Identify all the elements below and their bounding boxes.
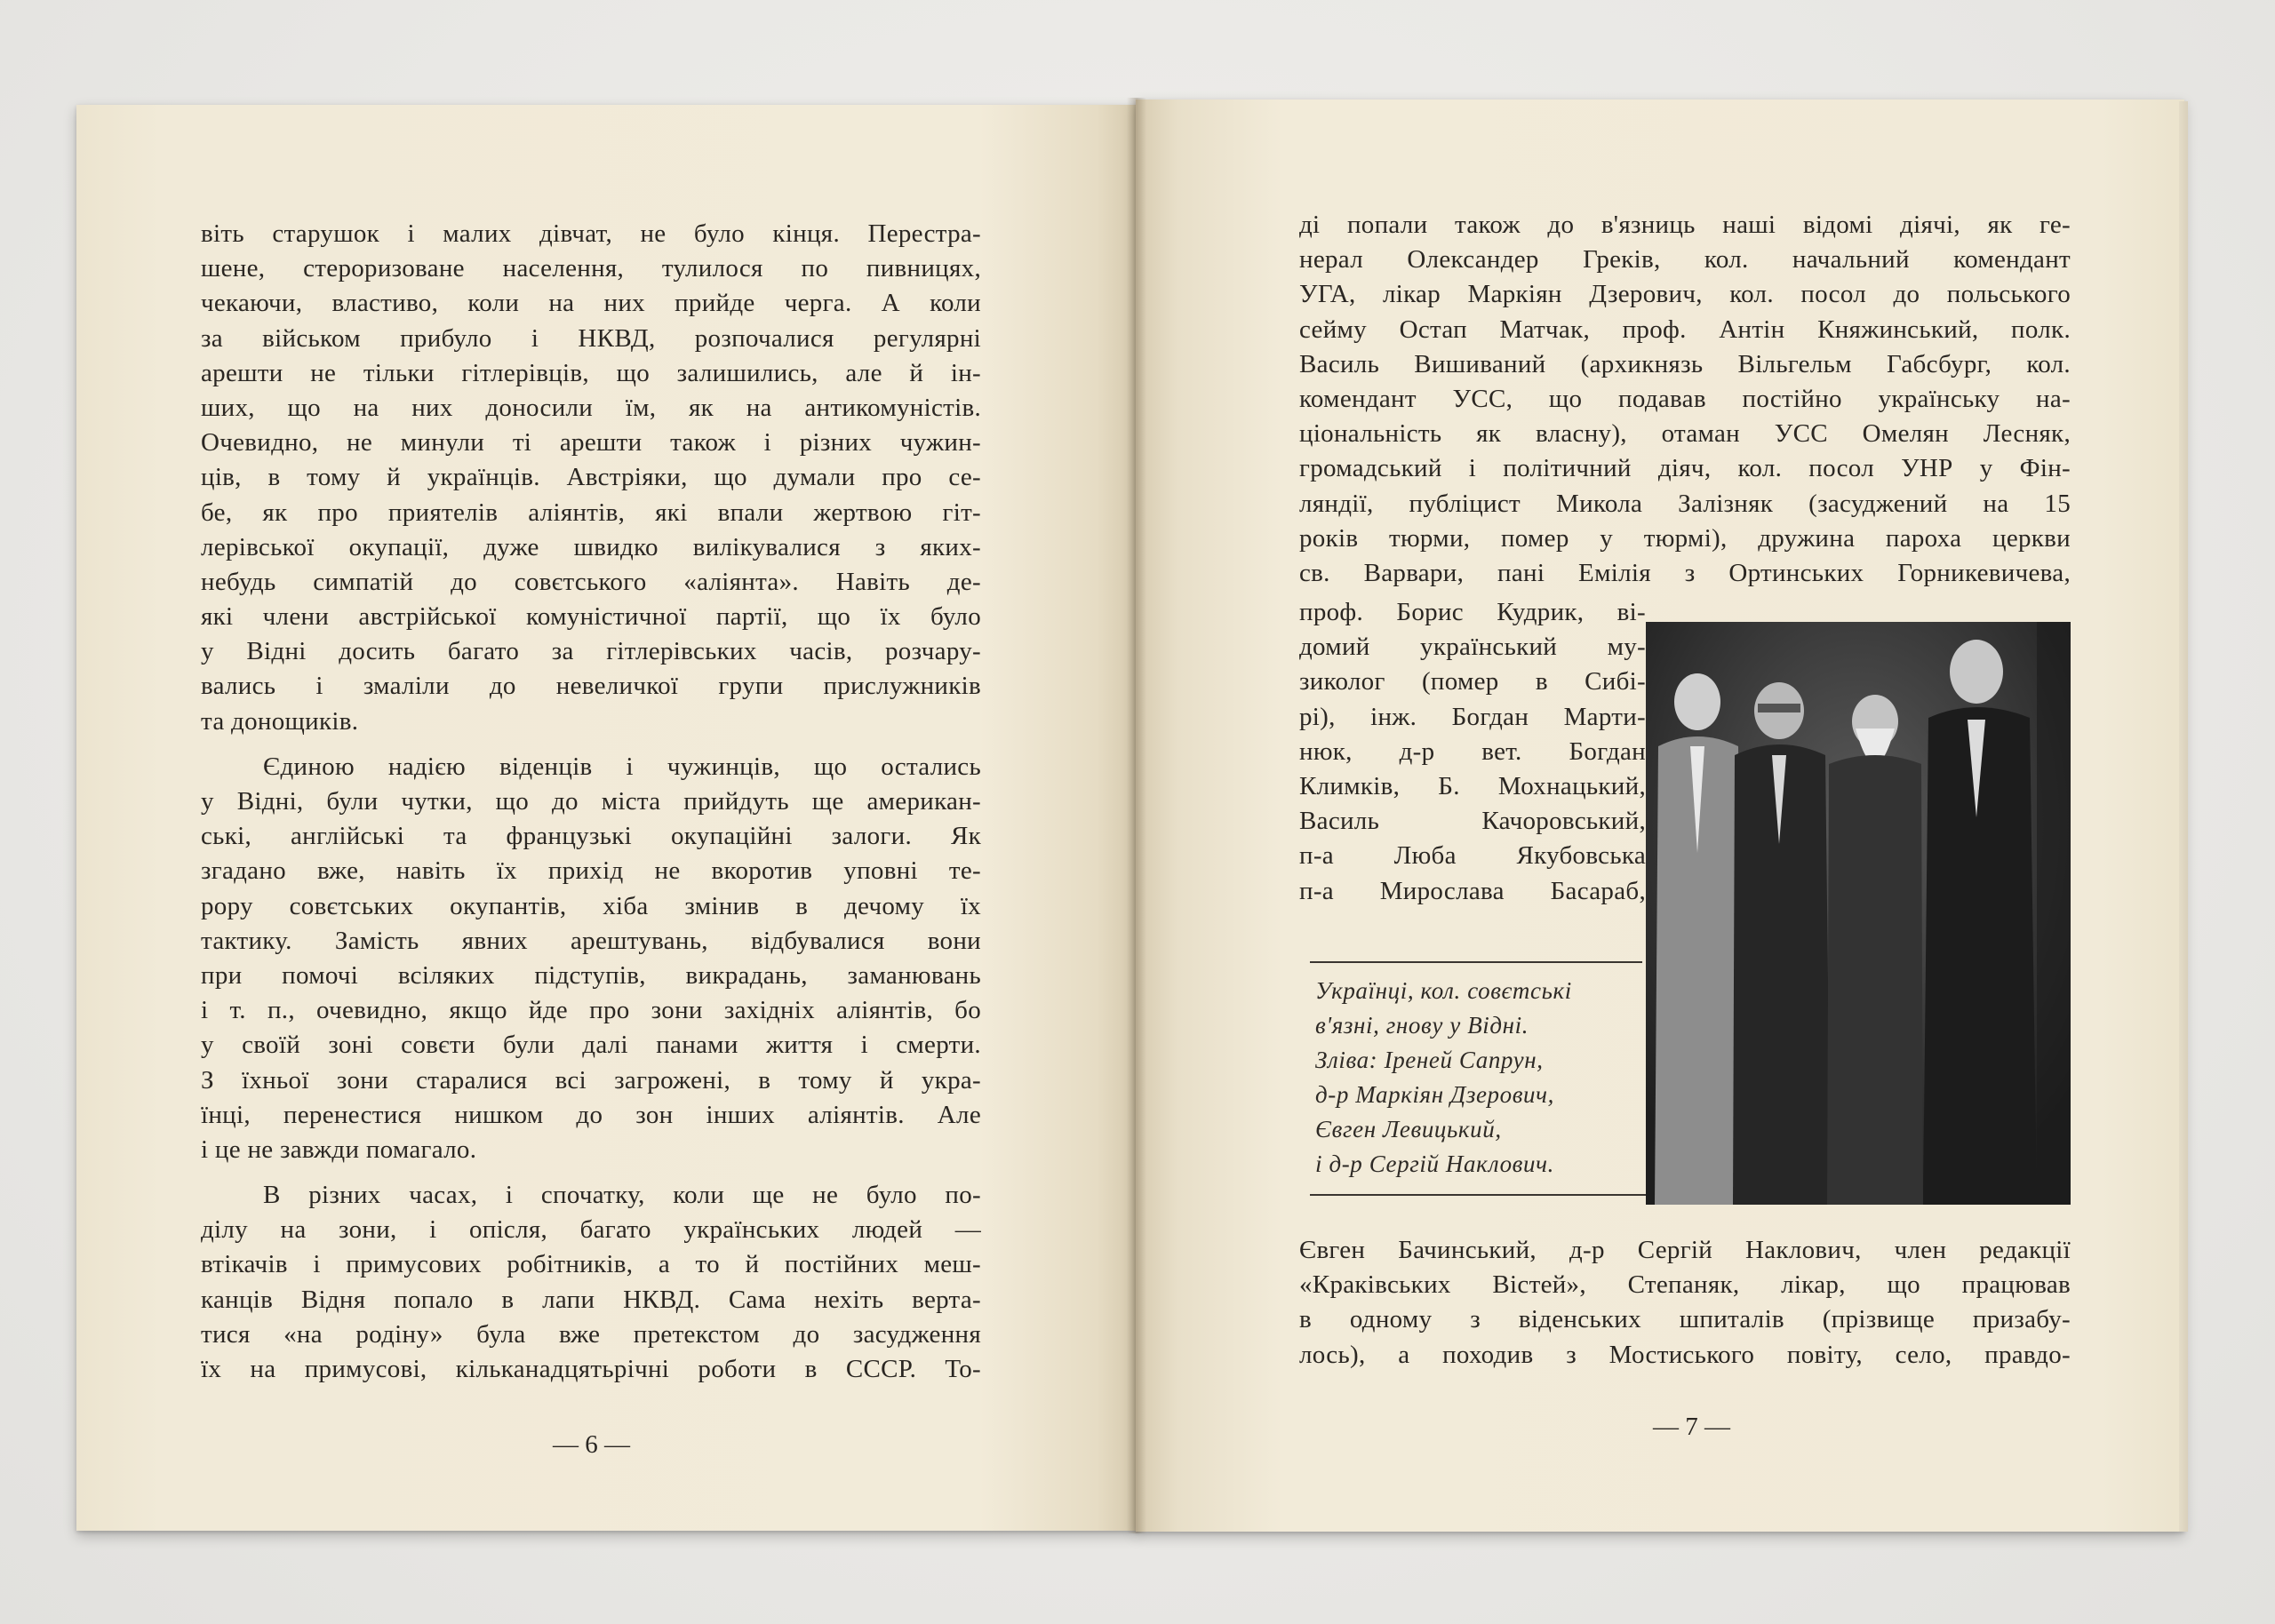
group-photo bbox=[1646, 622, 2071, 1205]
text-line: втікачів і примусових робітників, а то й постійних меш- bbox=[201, 1250, 981, 1279]
caption-rule-bottom bbox=[1310, 1194, 1648, 1196]
text-line: Євген Бачинський, д-р Сергій Наклович, член редакції bbox=[1299, 1236, 2071, 1264]
text-line: за військом прибуло і НКВД, розпочалися регулярні bbox=[201, 323, 981, 353]
text-line: Очевидно, не минули ті арешти також і різних чужин- bbox=[201, 428, 981, 458]
paragraph-3 bbox=[201, 1178, 981, 1387]
text-line: ділу на зони, і опісля, багато українських людей — bbox=[201, 1215, 981, 1245]
text-line: проф. Борис Кудрик, ві- bbox=[1299, 598, 1646, 626]
right-page-wrap-text bbox=[1299, 595, 1646, 909]
text-line: Єдиною надією віденців і чужинців, що остались bbox=[263, 752, 981, 781]
text-line: ців, в тому й українців. Австріяки, що думали про се- bbox=[201, 463, 981, 492]
page-number-left: — 6 — bbox=[553, 1430, 630, 1459]
text-line: п-а Мирослава Басараб, bbox=[1299, 876, 1646, 905]
text-line: п-а Люба Якубовська bbox=[1299, 841, 1646, 871]
text-line: ціональність як власну), отаман УСС Омелян Лесняк, bbox=[1299, 419, 2071, 449]
right-page-body-top bbox=[1299, 208, 2071, 591]
text-line: і це не завжди помагало. bbox=[201, 1134, 477, 1164]
text-line: в одному з віденських шпиталів (прізвище призабу- bbox=[1299, 1305, 2071, 1334]
caption-line: в'язні, гнову у Відні. bbox=[1315, 1012, 1529, 1039]
text-line: домий український му- bbox=[1299, 633, 1646, 662]
text-line: років тюрми, помер у тюрмі), дружина пароха церкви bbox=[1299, 523, 2071, 553]
photo-caption bbox=[1315, 974, 1644, 1182]
text-line: віть старушок і малих дівчат, не було кінця. Перестра- bbox=[201, 219, 981, 248]
text-line: Василь Качоровський, bbox=[1299, 807, 1646, 836]
caption-line: Євген Левицький, bbox=[1315, 1116, 1502, 1142]
text-line: тися «на родіну» була вже претекстом до засудження bbox=[201, 1319, 981, 1349]
page-number-right: — 7 — bbox=[1653, 1413, 1730, 1441]
text-line: «Краківських Вістей», Степаняк, лікар, що працював bbox=[1299, 1270, 2071, 1300]
text-line: їх на примусові, кільканадцятьрічні роботи в СССР. То- bbox=[201, 1355, 981, 1383]
text-line: ляндії, публіцист Микола Залізняк (засуджений на 15 bbox=[1299, 489, 2071, 518]
paragraph-2 bbox=[201, 750, 981, 1167]
text-line: арешти не тільки гітлерівців, що залишились, але й ін- bbox=[201, 358, 981, 387]
text-line: у своїй зоні совєти були далі панами життя і смерти. bbox=[201, 1031, 981, 1060]
text-line: громадський і політичний діяч, кол. посол УНР у Фін- bbox=[1299, 454, 2071, 483]
caption-line: д-р Маркіян Дзерович, bbox=[1315, 1081, 1554, 1108]
text-line: зиколог (помер в Сибі- bbox=[1299, 667, 1646, 697]
text-line: ді попали також до в'язниць наші відомі діячі, як ге- bbox=[1299, 211, 2071, 239]
text-line: шене, стероризоване населення, тулилося по пивницях, bbox=[201, 254, 981, 283]
text-line: Василь Вишиваний (архикнязь Вільгельм Габсбург, кол. bbox=[1299, 349, 2071, 378]
text-line: чекаючи, властиво, коли на них прийде черга. А коли bbox=[201, 289, 981, 318]
text-line: їнці, перенестися нишком до зон інших аліянтів. Але bbox=[201, 1100, 981, 1129]
text-line: сейму Остап Матчак, проф. Антін Княжинський, полк. bbox=[1299, 314, 2071, 344]
paragraph-1 bbox=[201, 217, 981, 739]
text-line: комендант УСС, що подавав постійно українську на- bbox=[1299, 384, 2071, 413]
text-line: УГА, лікар Маркіян Дзерович, кол. посол до польського bbox=[1299, 280, 2071, 309]
text-line: нерал Олександер Греків, кол. начальний комендант bbox=[1299, 245, 2071, 275]
text-line: канців Відня попало в лапи НКВД. Сама нехіть верта- bbox=[201, 1285, 981, 1314]
caption-line: Зліва: Іреней Сапрун, bbox=[1315, 1047, 1544, 1073]
caption-rule-top bbox=[1310, 961, 1642, 963]
page-edge bbox=[2179, 101, 2188, 1532]
text-line: у Відні досить багато за гітлерівських часів, розчару- bbox=[201, 637, 981, 666]
right-page-body-bottom bbox=[1299, 1233, 2071, 1373]
text-line: лось), а походив з Мостиського повіту, село, правдо- bbox=[1299, 1340, 2071, 1369]
text-line: і т. п., очевидно, якщо йде про зони західніх аліянтів, бо bbox=[201, 996, 981, 1025]
text-line: та донощиків. bbox=[201, 706, 359, 736]
text-line: які члени австрійської комуністичної партії, що їх було bbox=[201, 602, 981, 632]
text-line: ські, англійські та французькі окупаційні залоги. Як bbox=[201, 822, 981, 851]
text-line: В різних часах, і спочатку, коли ще не було по- bbox=[263, 1181, 981, 1210]
left-page-body bbox=[201, 217, 981, 1397]
text-line: З їхньої зони старалися всі загрожені, в тому й укра- bbox=[201, 1065, 981, 1095]
group-photo-four-men-icon bbox=[1646, 622, 2071, 1205]
text-line: лерівської окупації, дуже швидко вилікувалися з яких- bbox=[201, 532, 981, 561]
text-line: при помочі всіляких підступів, викрадань, заманювань bbox=[201, 960, 981, 990]
text-line: тактику. Замість явних арештувань, відбувалися вони bbox=[201, 926, 981, 955]
text-line: Климків, Б. Мохнацький, bbox=[1299, 771, 1646, 800]
text-line: згадано вже, навіть їх прихід не вкоротив уповні те- bbox=[201, 856, 981, 886]
text-line: ших, що на них доносили їм, як на антикомуністів. bbox=[201, 393, 981, 422]
text-line: у Відні, були чутки, що до міста прийдуть ще американ- bbox=[201, 787, 981, 816]
text-line: небудь симпатій до совєтського «аліянта». Навіть де- bbox=[201, 567, 981, 596]
text-line: рі), інж. Богдан Марти- bbox=[1299, 702, 1646, 731]
caption-line: і д-р Сергій Наклович. bbox=[1315, 1150, 1554, 1177]
text-line: вались і змаліли до невеличкої групи прислужників bbox=[201, 672, 981, 701]
book-gutter bbox=[1127, 98, 1146, 1533]
text-line: нюк, д-р вет. Богдан bbox=[1299, 736, 1646, 766]
text-line: бе, як про приятелів аліянтів, які впали жертвою гіт- bbox=[201, 498, 981, 527]
caption-line: Українці, кол. совєтські bbox=[1315, 977, 1572, 1004]
text-line: св. Варвари, пані Емілія з Ортинських Горникевичева, bbox=[1299, 558, 2071, 587]
text-line: рору совєтських окупантів, хіба змінив в дечому їх bbox=[201, 891, 981, 920]
